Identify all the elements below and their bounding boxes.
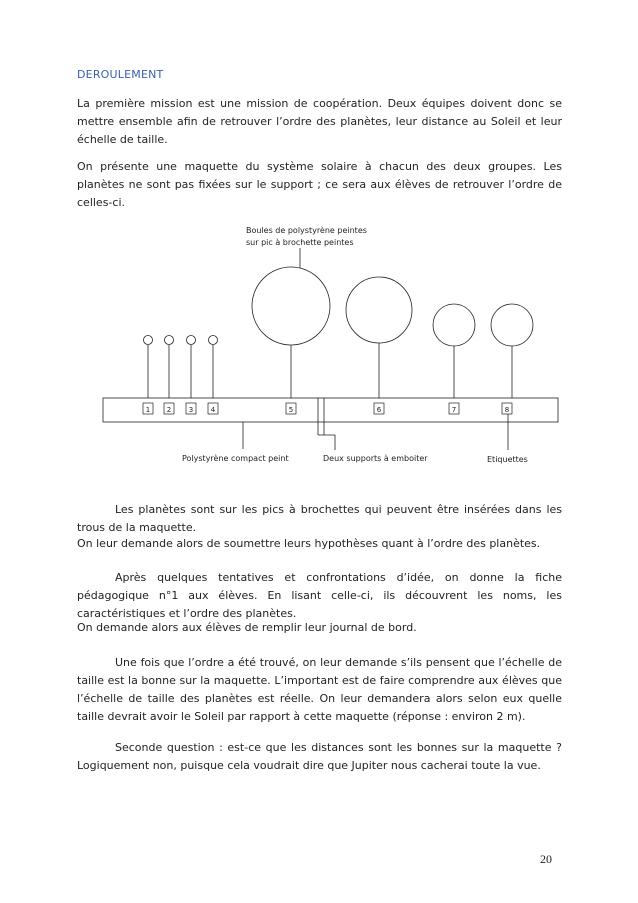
section-heading: DEROULEMENT bbox=[77, 68, 164, 81]
slot-label-5: 5 bbox=[288, 406, 294, 414]
paragraph-pics: Les planètes sont sur les pics à brochettes qui peuvent être insérées dans les trous de la maquette. bbox=[77, 503, 562, 534]
paragraph-mission: La première mission est une mission de coopération. Deux équipes doivent donc se mettre ensemble afin de retrouver l’ordre des planètes, leur distance au Soleil et leur échelle de taille. bbox=[77, 97, 562, 146]
planet-ball-3 bbox=[187, 336, 196, 345]
label-tags: Etiquettes bbox=[487, 455, 528, 464]
slot-label-3: 3 bbox=[188, 406, 194, 414]
paragraph-journal: On demande alors aux élèves de remplir leur journal de bord. bbox=[77, 621, 417, 634]
label-supports: Deux supports à emboiter bbox=[323, 454, 428, 463]
paragraph-echelle: Une fois que l’ordre a été trouvé, on leur demande s’ils pensent que l’échelle de taille est la bonne sur la maquette. L’important est de faire comprendre aux élèves que l’échelle de taille des planètes est réelle. On leur demandera alors selon eux quelle taille devrait avoir le Soleil par rapport à cette maquette (réponse : environ 2 m). bbox=[77, 656, 562, 723]
planet-ball-1 bbox=[144, 336, 153, 345]
label-balls-line2: sur pic à brochette peintes bbox=[246, 238, 354, 247]
planet-ball-5 bbox=[252, 267, 330, 345]
planet-ball-4 bbox=[209, 336, 218, 345]
planet-ball-7 bbox=[433, 304, 475, 346]
paragraph-hypotheses: On leur demande alors de soumettre leurs hypothèses quant à l’ordre des planètes. bbox=[77, 537, 541, 550]
slot-label-6: 6 bbox=[376, 406, 382, 414]
planet-ball-8 bbox=[491, 304, 533, 346]
slot-label-2: 2 bbox=[166, 406, 172, 414]
slot-label-8: 8 bbox=[504, 406, 510, 414]
paragraph-fiche: Après quelques tentatives et confrontations d’idée, on donne la fiche pédagogique n°1 aux élèves. En lisant celle-ci, ils découvrent les noms, les caractéristiques et l’ordre des planètes. bbox=[77, 571, 562, 620]
paragraph-maquette: On présente une maquette du système solaire à chacun des deux groupes. Les planètes ne sont pas fixées sur le support ; ce sera aux élèves de retrouver l’ordre de celles-ci. bbox=[77, 160, 562, 209]
planet-ball-2 bbox=[165, 336, 174, 345]
label-base: Polystyrène compact peint bbox=[182, 454, 289, 463]
planet-ball-6 bbox=[346, 277, 412, 343]
slot-label-1: 1 bbox=[145, 406, 151, 414]
slot-label-7: 7 bbox=[451, 406, 457, 414]
paragraph-distances: Seconde question : est-ce que les distances sont les bonnes sur la maquette ? Logiquement non, puisque cela voudrait dire que Jupiter nous cacherai toute la vue. bbox=[77, 741, 562, 772]
page-number: 20 bbox=[540, 852, 552, 866]
label-balls-line1: Boules de polystyrène peintes bbox=[246, 226, 367, 235]
slot-label-4: 4 bbox=[210, 406, 216, 414]
skewers bbox=[148, 343, 512, 402]
